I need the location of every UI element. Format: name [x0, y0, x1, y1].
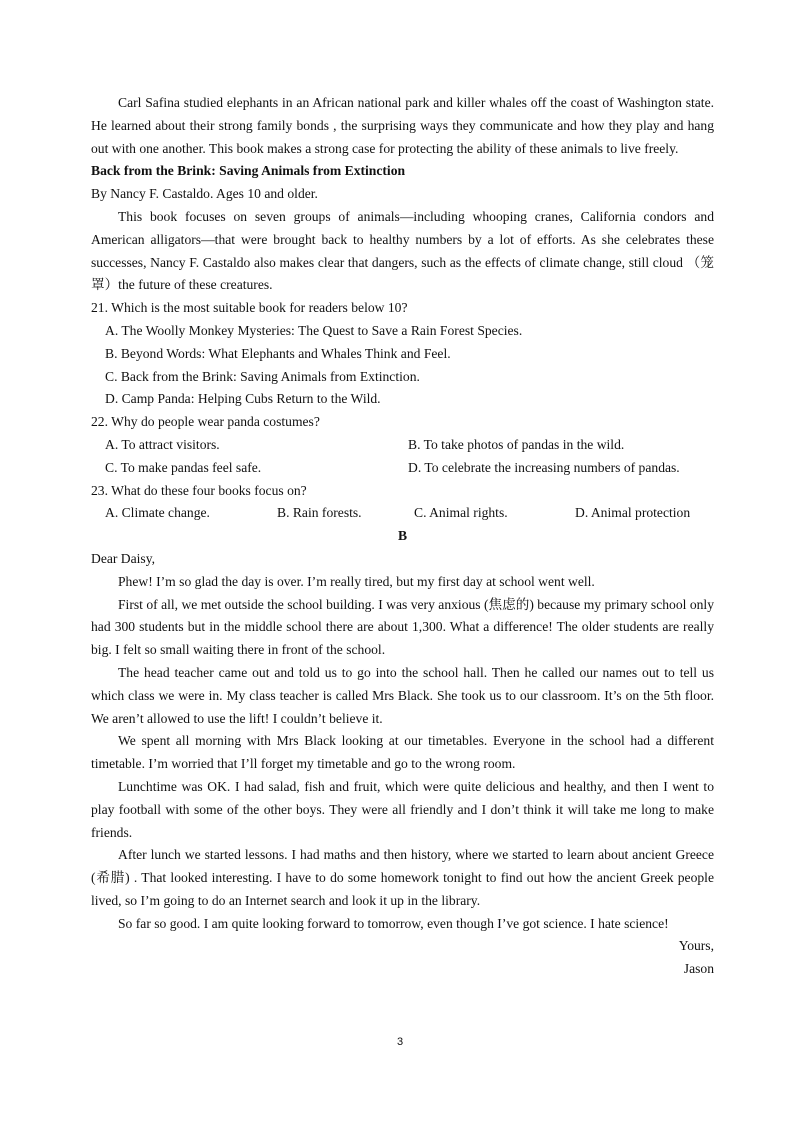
letter-paragraph-7: So far so good. I am quite looking forward to tomorrow, even though I’ve got science. I hate science!	[118, 915, 669, 931]
q23-options-row	[91, 502, 714, 525]
letter-closing: Yours,	[678, 938, 714, 954]
page-number: 3	[396, 1036, 404, 1048]
letter-signature: Jason	[683, 961, 714, 977]
letter-paragraph-4: We spent all morning with Mrs Black looking at our timetables. Everyone in the school had a different timetable. I’m worried that I’ll forget my timetable and go to the wrong room.	[91, 733, 714, 772]
letter-paragraph-6: After lunch we started lessons. I had maths and then history, where we started to learn about ancient Greece (希腊) . That looked interesting. I have to do some homework tonight to find out how the ancient Greek people lived, so I’m going to do an Internet search and look it up in the library.	[91, 847, 714, 908]
q21-option-a: A. The Woolly Monkey Mysteries: The Quest to Save a Rain Forest Species.	[105, 322, 523, 338]
q22-option-a: A. To attract visitors.	[105, 436, 220, 452]
book-description: This book focuses on seven groups of animals—including whooping cranes, California condors and American alligators—that were brought back to healthy numbers by a lot of efforts. As she celebrates these successes, Nancy F. Castaldo also makes clear that dangers, such as the effects of climate change, still cloud （笼罩）the future of these creatures.	[91, 208, 714, 293]
book-byline: By Nancy F. Castaldo. Ages 10 and older.	[91, 186, 318, 202]
section-heading-b: B	[397, 528, 408, 544]
q23-option-d: D. Animal protection	[575, 505, 691, 521]
book-title-back-from-brink: Back from the Brink: Saving Animals from Extinction	[91, 163, 406, 179]
letter-paragraph-3: The head teacher came out and told us to go into the school hall. Then he called our names out to tell us which class we were in. My class teacher is called Mrs Black. She took us to our classroom. It’s on the 5th floor. We aren’t allowed to use the lift! I couldn’t believe it.	[91, 664, 714, 726]
q23-option-a: A. Climate change.	[105, 505, 210, 521]
q22-option-d: D. To celebrate the increasing numbers of pandas.	[408, 459, 680, 475]
q23-option-b: B. Rain forests.	[277, 505, 362, 521]
letter-paragraph-5: Lunchtime was OK. I had salad, fish and fruit, which were quite delicious and healthy, and then I went to play football with some of the other boys. They were all friendly and I don’t think it will take me long to make friends.	[91, 778, 714, 840]
q21-option-b: B. Beyond Words: What Elephants and Whales Think and Feel.	[105, 345, 451, 361]
q22-options-row-2	[91, 457, 714, 480]
q22-option-c: C. To make pandas feel safe.	[105, 459, 262, 475]
letter-paragraph-2: First of all, we met outside the school building. I was very anxious (焦虑的) because my primary school only had 300 students but in the middle school there are about 1,300. What a difference! The older students are really big. I felt so small waiting there in front of the school.	[91, 596, 714, 658]
question-22: 22. Why do people wear panda costumes?	[91, 414, 320, 430]
letter-salutation: Dear Daisy,	[91, 550, 156, 566]
q21-option-c: C. Back from the Brink: Saving Animals from Extinction.	[105, 368, 420, 384]
q21-option-d: D. Camp Panda: Helping Cubs Return to the Wild.	[105, 391, 381, 407]
paragraph-safina: Carl Safina studied elephants in an African national park and killer whales off the coast of Washington state. He learned about their strong family bonds , the surprising ways they communicate and how they play and hang out with one another. This book makes a strong case for protecting the ability of these animals to live freely.	[91, 95, 714, 156]
question-21: 21. Which is the most suitable book for readers below 10?	[91, 300, 408, 316]
document-body	[91, 92, 714, 981]
q22-options-row-1	[91, 434, 714, 457]
q22-option-b: B. To take photos of pandas in the wild.	[408, 436, 625, 452]
question-23: 23. What do these four books focus on?	[91, 482, 307, 498]
letter-paragraph-1: Phew! I’m so glad the day is over. I’m really tired, but my first day at school went well.	[118, 573, 595, 589]
q23-option-c: C. Animal rights.	[414, 505, 508, 521]
